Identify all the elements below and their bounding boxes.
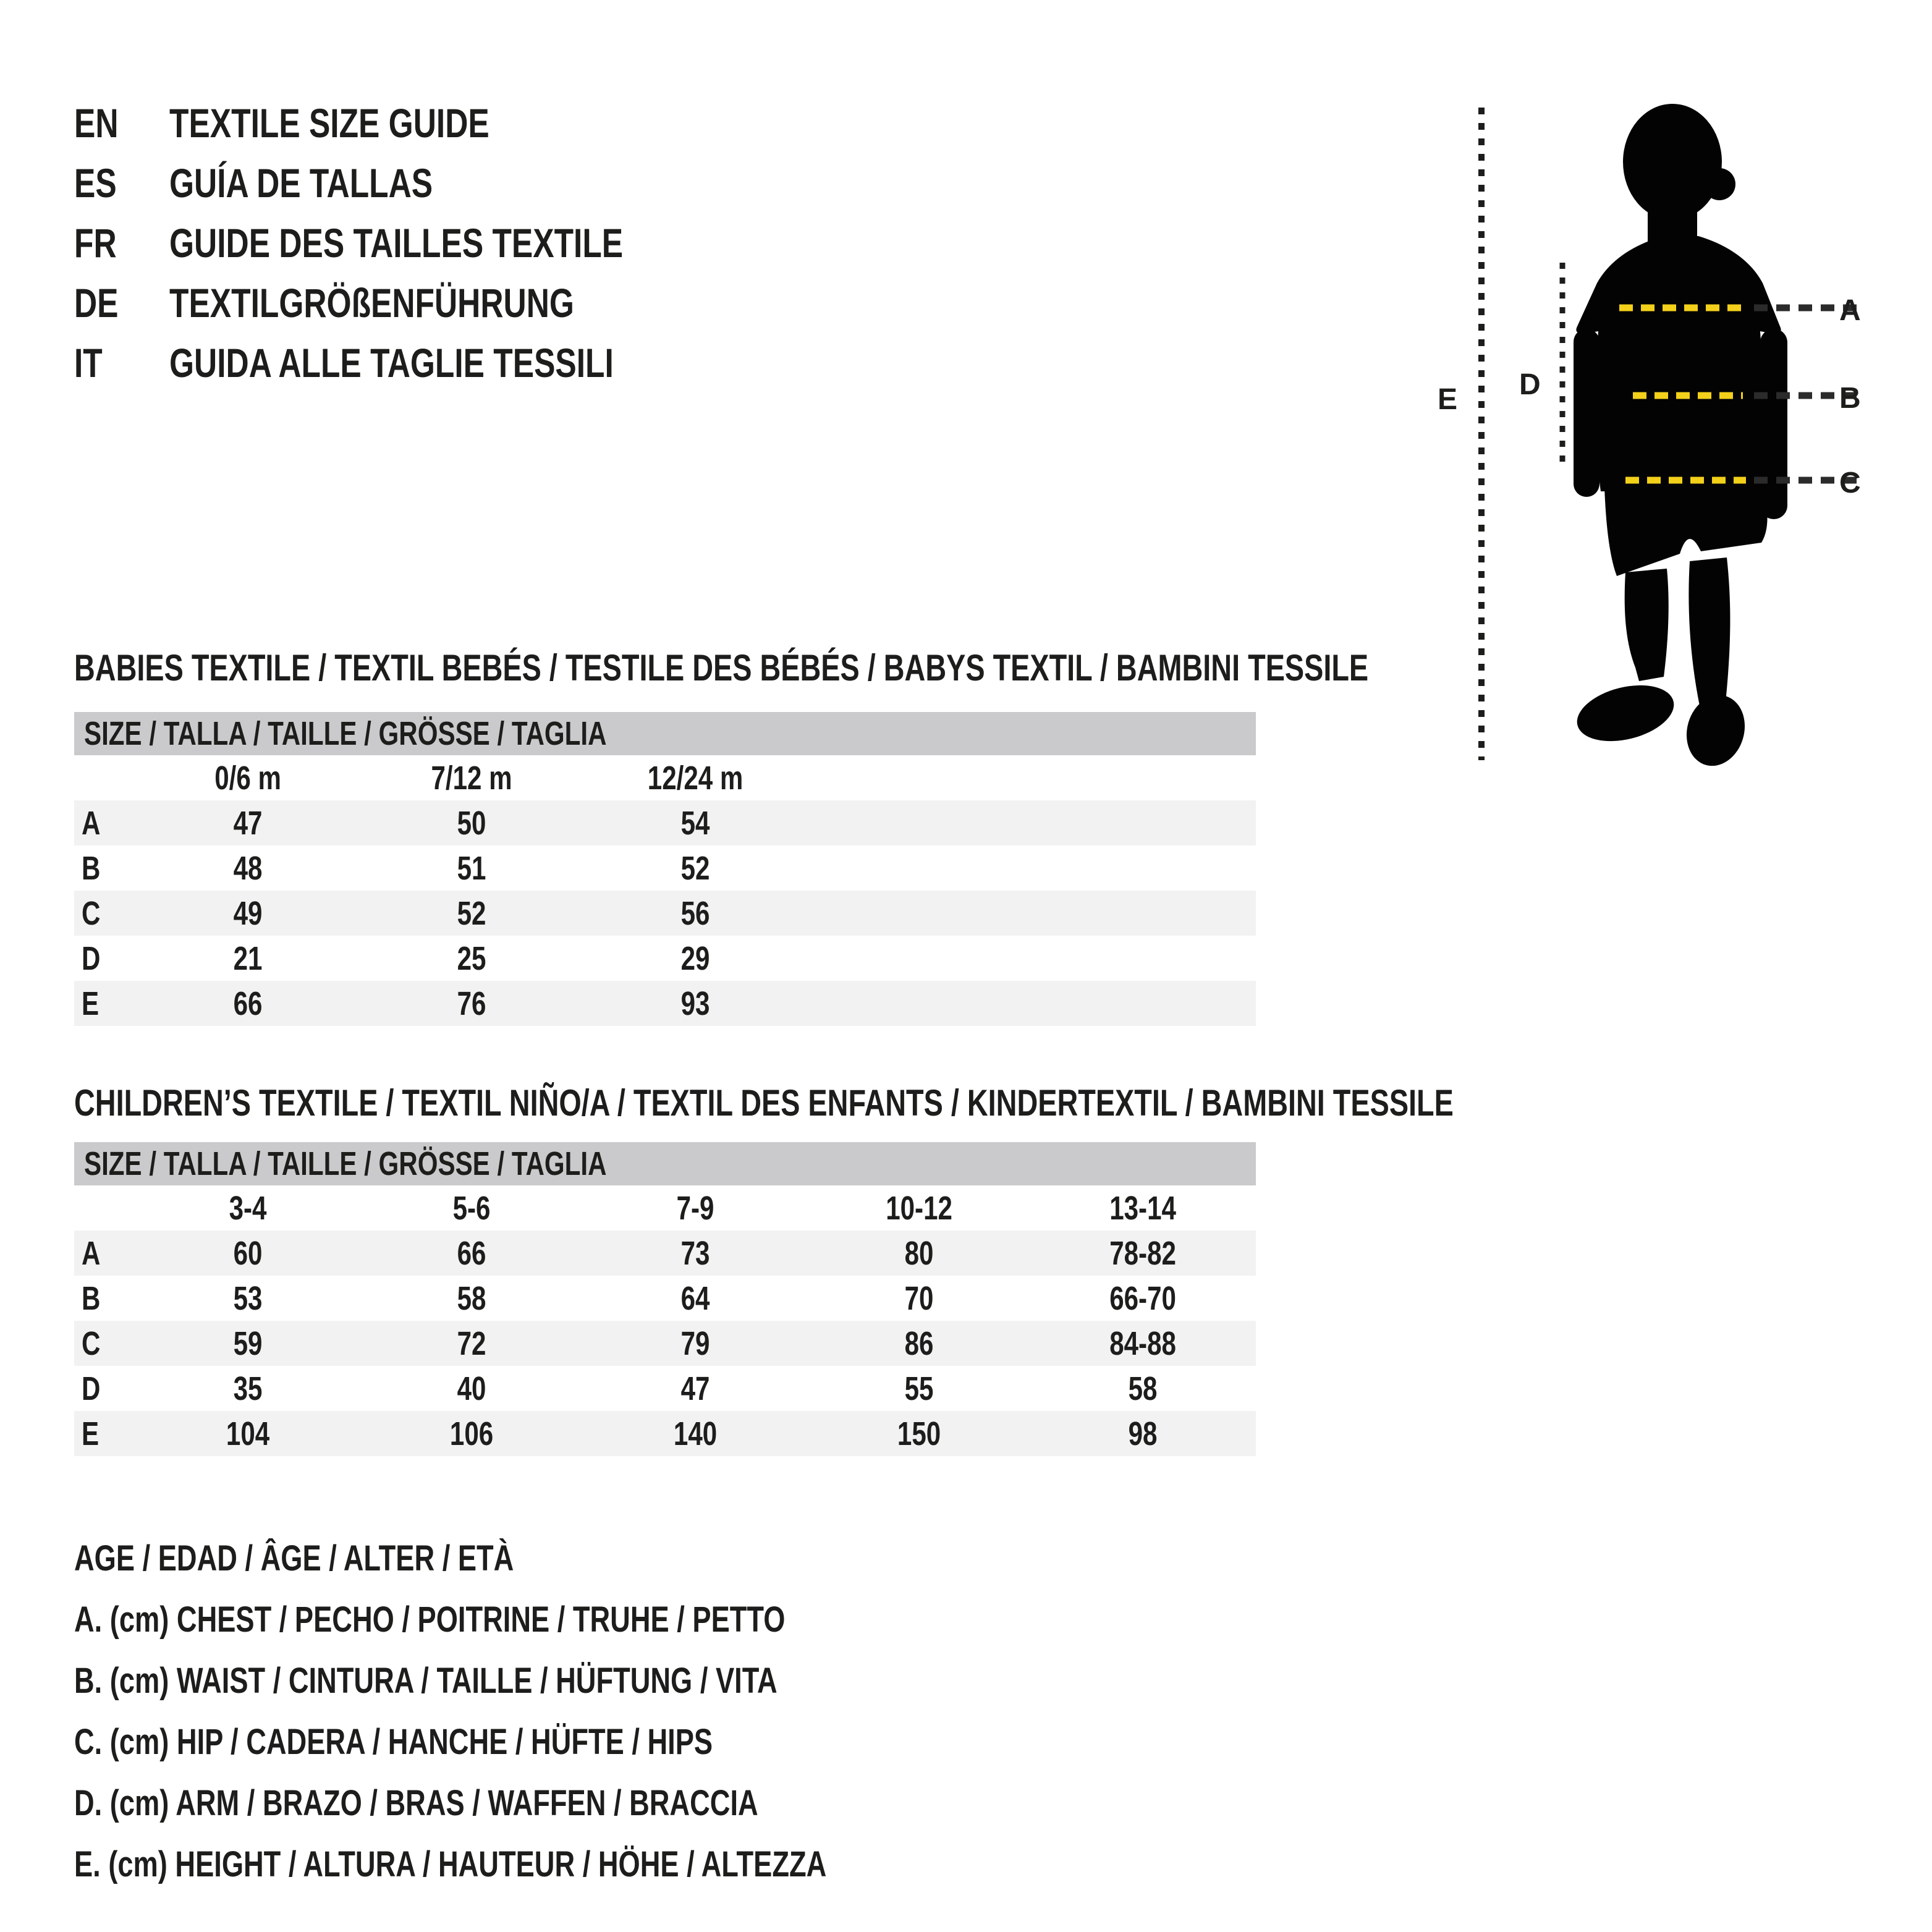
cell-value: 49 [233,894,263,932]
list-item [74,93,751,153]
row-label: B [82,1279,101,1317]
list-item [74,153,751,213]
babies-section-heading [74,645,1734,690]
legend-line-height [74,1834,1039,1895]
legend-text: B. (cm) WAIST / CINTURA / TAILLE / HÜFTUNG / VITA [74,1661,777,1701]
children-section-heading [74,1080,1842,1125]
legend-line-hip [74,1711,1039,1773]
cell-value: 64 [680,1279,710,1317]
cell-value: 150 [897,1415,941,1452]
row-label: E [82,985,100,1022]
cell-value: 35 [233,1370,263,1407]
cell-value: 104 [226,1415,270,1452]
column-header: 0/6 m [214,759,281,797]
row-label: A [82,804,101,842]
cell-value: 140 [673,1415,718,1452]
list-item [74,333,751,392]
table-row [74,800,1256,845]
table-row [74,891,1256,936]
list-item [74,213,751,273]
arm-label: D [1519,368,1541,401]
list-item [74,273,751,333]
waist-label: B [1839,382,1861,415]
cell-value: 78-82 [1109,1234,1176,1272]
language-code: DE [74,279,119,326]
cell-value: 47 [233,804,263,842]
size-header-text: SIZE / TALLA / TAILLE / GRÖSSE / TAGLIA [84,1145,607,1182]
cell-value: 58 [1128,1370,1158,1407]
legend-line-chest [74,1589,1039,1650]
cell-value: 98 [1128,1415,1158,1452]
cell-value: 79 [680,1324,710,1362]
cell-value: 80 [904,1234,934,1272]
children-heading-text: CHILDREN’S TEXTILE / TEXTIL NIÑO/A / TEXTIL DES ENFANTS / KINDERTEXTIL / BAMBINI TESSILE [74,1082,1454,1124]
guide-title: TEXTILGRÖßENFÜHRUNG [169,279,574,326]
size-header-text: SIZE / TALLA / TAILLE / GRÖSSE / TAGLIA [84,715,607,752]
language-code: IT [74,339,103,386]
table-row [74,845,1256,891]
cell-value: 76 [457,985,486,1022]
cell-value: 52 [457,894,486,932]
legend-text: D. (cm) ARM / BRAZO / BRAS / WAFFEN / BRACCIA [74,1783,758,1823]
cell-value: 66 [457,1234,486,1272]
row-label: D [82,939,101,977]
table-row [74,1366,1256,1411]
table-row [74,981,1256,1026]
babies-size-table [74,712,1256,1026]
guide-title: GUIDA ALLE TAGLIE TESSILI [169,339,614,386]
cell-value: 48 [233,849,263,887]
guide-title: GUÍA DE TALLAS [169,159,433,206]
cell-value: 59 [233,1324,263,1362]
legend-text: E. (cm) HEIGHT / ALTURA / HAUTEUR / HÖHE / ALTEZZA [74,1844,827,1884]
children-size-header-bar [74,1142,1256,1185]
legend-text: AGE / EDAD / ÂGE / ALTER / ETÀ [74,1538,514,1578]
cell-value: 29 [680,939,710,977]
table-row [74,1276,1256,1321]
children-column-header-row [74,1185,1256,1231]
hip-label: C [1839,467,1861,499]
cell-value: 72 [457,1324,486,1362]
guide-title: TEXTILE SIZE GUIDE [169,100,489,146]
legend-line-age [74,1528,1039,1589]
cell-value: 93 [680,985,710,1022]
height-label: E [1438,383,1458,416]
row-label: C [82,1324,101,1362]
column-header: 12/24 m [647,759,744,797]
column-header: 7-9 [676,1189,714,1227]
cell-value: 66 [233,985,263,1022]
children-size-table [74,1142,1256,1456]
language-title-list [74,93,751,392]
column-header: 7/12 m [431,759,512,797]
language-code: FR [74,219,117,266]
chest-label: A [1839,294,1861,327]
measurement-legend [74,1528,1039,1895]
cell-value: 56 [680,894,710,932]
language-code: ES [74,159,117,206]
row-label: D [82,1370,101,1407]
cell-value: 58 [457,1279,486,1317]
cell-value: 55 [904,1370,934,1407]
babies-size-header-bar [74,712,1256,755]
table-row [74,1411,1256,1456]
column-header: 5-6 [452,1189,491,1227]
legend-text: C. (cm) HIP / CADERA / HANCHE / HÜFTE / HIPS [74,1722,713,1762]
cell-value: 84-88 [1109,1324,1176,1362]
cell-value: 106 [449,1415,494,1452]
cell-value: 51 [457,849,486,887]
legend-text: A. (cm) CHEST / PECHO / POITRINE / TRUHE / PETTO [74,1599,786,1640]
cell-value: 86 [904,1324,934,1362]
cell-value: 52 [680,849,710,887]
babies-heading-text: BABIES TEXTILE / TEXTIL BEBÉS / TESTILE DES BÉBÉS / BABYS TEXTIL / BAMBINI TESSILE [74,646,1369,688]
row-label: A [82,1234,101,1272]
legend-line-arm [74,1773,1039,1834]
babies-column-header-row [74,755,1256,800]
row-label: B [82,849,101,887]
cell-value: 47 [680,1370,710,1407]
cell-value: 60 [233,1234,263,1272]
cell-value: 50 [457,804,486,842]
column-header: 3-4 [229,1189,267,1227]
table-row [74,1321,1256,1366]
cell-value: 25 [457,939,486,977]
cell-value: 70 [904,1279,934,1317]
cell-value: 73 [680,1234,710,1272]
cell-value: 66-70 [1109,1279,1176,1317]
row-label: E [82,1415,100,1452]
guide-title: GUIDE DES TAILLES TEXTILE [169,219,624,266]
cell-value: 53 [233,1279,263,1317]
column-header: 13-14 [1109,1189,1176,1227]
cell-value: 40 [457,1370,486,1407]
cell-value: 21 [233,939,263,977]
column-header: 10-12 [886,1189,952,1227]
cell-value: 54 [680,804,710,842]
language-code: EN [74,100,119,146]
legend-line-waist [74,1650,1039,1711]
table-row [74,1231,1256,1276]
row-label: C [82,894,101,932]
table-row [74,936,1256,981]
